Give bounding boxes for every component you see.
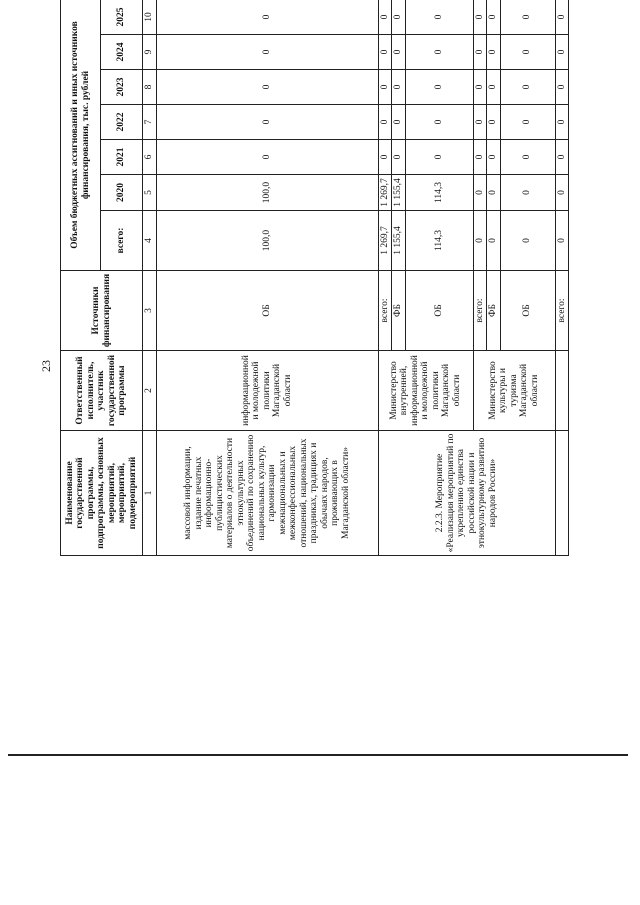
- executor-ministry-culture: Министерство культуры и туризма Магаданской области: [473, 351, 555, 431]
- value-cell: 0: [555, 140, 569, 175]
- value-cell: 100,0: [156, 175, 378, 211]
- empty-cell: [555, 351, 569, 431]
- value-cell: 0: [473, 140, 487, 175]
- value-cell: 0: [487, 175, 501, 211]
- value-cell: 0: [555, 211, 569, 271]
- value-cell: 0: [555, 70, 569, 105]
- budget-table: [60, 0, 569, 556]
- value-cell: 0: [500, 35, 555, 70]
- value-cell: 0: [487, 211, 501, 271]
- value-cell: 0: [378, 0, 392, 35]
- source-cell: ФБ: [487, 271, 501, 351]
- value-cell: 1 269,7: [378, 175, 392, 211]
- page-number: 23: [39, 360, 53, 372]
- header-year: 2022: [101, 105, 143, 140]
- value-cell: 0: [500, 211, 555, 271]
- value-cell: 0: [156, 70, 378, 105]
- value-cell: 0: [392, 140, 406, 175]
- column-number: 6: [143, 140, 157, 175]
- column-number: 3: [143, 271, 157, 351]
- column-number: 9: [143, 35, 157, 70]
- executor-ministry-internal: Министерство внутренней, информационной и молодежной политики Магаданской области: [378, 351, 473, 431]
- empty-cell: [555, 431, 569, 556]
- value-cell: 1 155,4: [392, 211, 406, 271]
- value-cell: 0: [156, 105, 378, 140]
- event-name-continued: массовой информации, издание печатных информационно-публицистических материалов о деятельности этнокультурных объединений по сохранению национальных культур, гармонизации межнациональных и межконфессиональных отношений, национальных праздниках, традициях и обычаях народов, проживающих в Магаданской области»: [156, 431, 378, 556]
- value-cell: 0: [473, 211, 487, 271]
- horizontal-rule: [8, 754, 628, 756]
- source-cell: ОБ: [156, 271, 378, 351]
- value-cell: 1 155,4: [392, 175, 406, 211]
- value-cell: 0: [156, 140, 378, 175]
- header-name: Наименование государственной программы, подпрограммы, основных мероприятий, мероприятий, подмероприятий: [61, 431, 143, 556]
- value-cell: 0: [378, 35, 392, 70]
- column-number: 10: [143, 0, 157, 35]
- column-number: 7: [143, 105, 157, 140]
- header-source: Источники финансирования: [61, 271, 143, 351]
- column-number: 4: [143, 211, 157, 271]
- value-cell: 1 269,7: [378, 211, 392, 271]
- value-cell: 0: [487, 140, 501, 175]
- column-number: 5: [143, 175, 157, 211]
- value-cell: 0: [405, 70, 473, 105]
- value-cell: 0: [487, 0, 501, 35]
- column-number-row: [143, 0, 157, 556]
- value-cell: 0: [405, 0, 473, 35]
- table-row: [378, 0, 392, 556]
- value-cell: 0: [500, 0, 555, 35]
- value-cell: 0: [378, 105, 392, 140]
- header-executor: Ответственный исполнитель, участник государственной программы: [61, 351, 143, 431]
- header-total: всего:: [101, 211, 143, 271]
- value-cell: 0: [487, 35, 501, 70]
- value-cell: 114,3: [405, 211, 473, 271]
- header-year: 2023: [101, 70, 143, 105]
- value-cell: 0: [405, 140, 473, 175]
- value-cell: 0: [392, 70, 406, 105]
- header-year: 2025: [101, 0, 143, 35]
- source-cell: ОБ: [500, 271, 555, 351]
- source-cell: ФБ: [392, 271, 406, 351]
- table-row-continued: [156, 0, 378, 556]
- value-cell: 0: [555, 175, 569, 211]
- value-cell: 0: [392, 105, 406, 140]
- value-cell: 0: [555, 35, 569, 70]
- column-number: 8: [143, 70, 157, 105]
- value-cell: 0: [156, 0, 378, 35]
- value-cell: 0: [405, 35, 473, 70]
- header-volume-group: Объем бюджетных ассигнований и иных источников финансирования, тыс. рублей: [61, 0, 101, 271]
- column-number: 2: [143, 351, 157, 431]
- column-number: 1: [143, 431, 157, 556]
- value-cell: 0: [378, 70, 392, 105]
- value-cell: 0: [473, 0, 487, 35]
- value-cell: 0: [473, 175, 487, 211]
- header-year: 2020: [101, 175, 143, 211]
- value-cell: 100,0: [156, 211, 378, 271]
- value-cell: 0: [473, 105, 487, 140]
- value-cell: 0: [473, 70, 487, 105]
- source-cell: всего:: [555, 271, 569, 351]
- value-cell: 0: [392, 35, 406, 70]
- value-cell: 0: [555, 0, 569, 35]
- header-year: 2024: [101, 35, 143, 70]
- source-cell: всего:: [473, 271, 487, 351]
- value-cell: 0: [500, 105, 555, 140]
- value-cell: 0: [378, 140, 392, 175]
- value-cell: 0: [555, 105, 569, 140]
- source-cell: ОБ: [405, 271, 473, 351]
- value-cell: 0: [473, 35, 487, 70]
- table-row-next: [555, 0, 569, 556]
- value-cell: 0: [392, 0, 406, 35]
- value-cell: 0: [500, 70, 555, 105]
- value-cell: 0: [487, 105, 501, 140]
- header-row-1: [61, 0, 101, 556]
- source-cell: всего:: [378, 271, 392, 351]
- value-cell: 0: [500, 140, 555, 175]
- event-name: 2.2.3. Мероприятие «Реализация мероприятий по укреплению единства российской нации и этнокультурному развитию народов России»: [378, 431, 555, 556]
- value-cell: 0: [487, 70, 501, 105]
- value-cell: 0: [500, 175, 555, 211]
- value-cell: 0: [156, 35, 378, 70]
- rotated-table-container: [60, 0, 567, 556]
- header-year: 2021: [101, 140, 143, 175]
- value-cell: 0: [405, 105, 473, 140]
- executor-continued: информационной и молодежной политики Магаданской области: [156, 351, 378, 431]
- value-cell: 114,3: [405, 175, 473, 211]
